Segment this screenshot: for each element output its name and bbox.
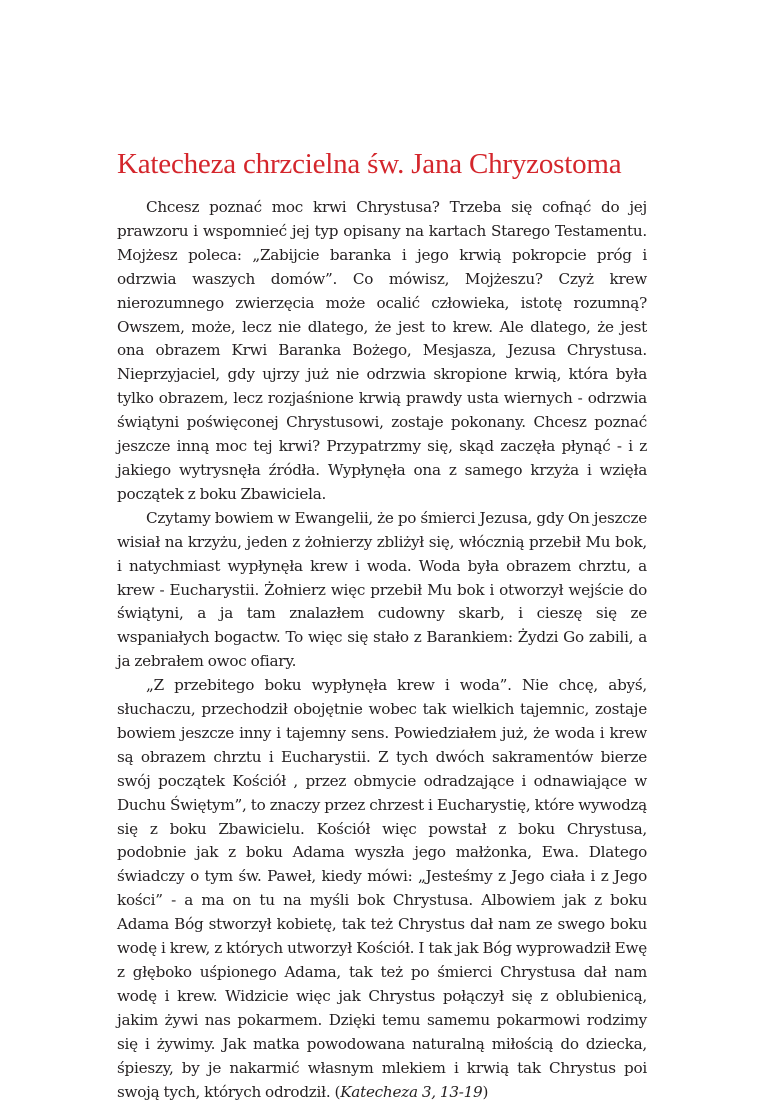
paragraph-2-text: Czytamy bowiem w Ewangelii, że po śmierci Jezusa, gdy On jeszcze wisiał na krzyżu, jeden z żołnierzy zbliżył się, włócznią przebił Mu bok, i natychmiast wypłynęła krew i woda. Woda była obrazem chrztu, a krew - Eucharystii. Żołnierz więc przebił Mu bok i otworzył wejście do świątyni, a ja tam znalazłem cudowny skarb, i cieszę się ze wspaniałych bogactw. To więc się stało z Barankiem: Żydzi Go zabili, a ja zebrałem owoc ofiary. bbox=[117, 508, 647, 671]
paragraph-3 bbox=[117, 674, 647, 1104]
citation-close: ) bbox=[482, 1082, 489, 1101]
paragraph-1 bbox=[117, 196, 647, 507]
paragraph-1-text: Chcesz poznać moc krwi Chrystusa? Trzeba się cofnąć do jej prawzoru i wspomnieć jej typ opisany na kartach Starego Testamentu. Mojżesz poleca: „Zabijcie baranka i jego krwią pokropcie próg i odrzwia waszych domów”. Co mówisz, Mojżeszu? Czyż krew nierozumnego zwierzęcia może ocalić człowieka, istotę rozumną? Owszem, może, lecz nie dlatego, że jest to krew. Ale dlatego, że jest ona obrazem Krwi Baranka Bożego, Mesjasza, Jezusa Chrystusa. Nieprzyjaciel, gdy ujrzy już nie odrzwia skropione krwią, która była tylko obrazem, lecz rozjaśnione krwią prawdy usta wiernych - odrzwia świątyni poświęconej Chrystusowi, zostaje pokonany. Chcesz poznać jeszcze inną moc tej krwi? Przypatrzmy się, skąd zaczęła płynąć - i z jakiego wytrysnęła źródła. Wypłynęła ona z samego krzyża i wzięła początek z boku Zbawiciela. bbox=[117, 198, 647, 503]
paragraph-3-text: „Z przebitego boku wypłynęła krew i woda”. Nie chcę, abyś, słuchaczu, przechodził obojętnie wobec tak wielkich tajemnic, zostaje bowiem jeszcze inny i tajemny sens. Powiedziałem już, że woda i krew są obrazem chrztu i Eucharystii. Z tych dwóch sakramentów bierze swój początek Kościół , przez obmycie odradzające i odnawiające w Duchu Świętym”, to znaczy przez chrzest i Eucharystię, które wywodzą się z boku Zbawicielu. Kościół więc powstał z boku Chrystusa, podobnie jak z boku Adama wyszła jego małżonka, Ewa. Dlatego świadczy o tym św. Paweł, kiedy mówi: „Jesteśmy z Jego ciała i z Jego kości” - a ma on tu na myśli bok Chrystusa. Albowiem jak z boku Adama Bóg stworzył kobietę, tak też Chrystus dał nam ze swego boku wodę i krew, z których utworzył Kościół. I tak jak Bóg wyprowadził Ewę z głęboko uśpionego Adama, tak też po śmierci Chrystusa dał nam wodę i krew. Widzicie więc jak Chrystus połączył się z oblubienicą, jakim żywi nas pokarmem. Dzięki temu samemu pokarmowi rodzimy się i żywimy. Jak matka powodowana naturalną miłością do dziecka, śpieszy, by je nakarmić własnym mlekiem i krwią tak Chrystus poi swoją tych, których odrodził. bbox=[117, 676, 647, 1101]
citation: Katecheza 3, 13-19 bbox=[340, 1082, 483, 1101]
page-title: Katecheza chrzcielna św. Jana Chryzostoma bbox=[117, 148, 622, 180]
page-content bbox=[117, 146, 647, 1104]
paragraph-2 bbox=[117, 507, 647, 674]
citation-open: ( bbox=[330, 1082, 341, 1101]
